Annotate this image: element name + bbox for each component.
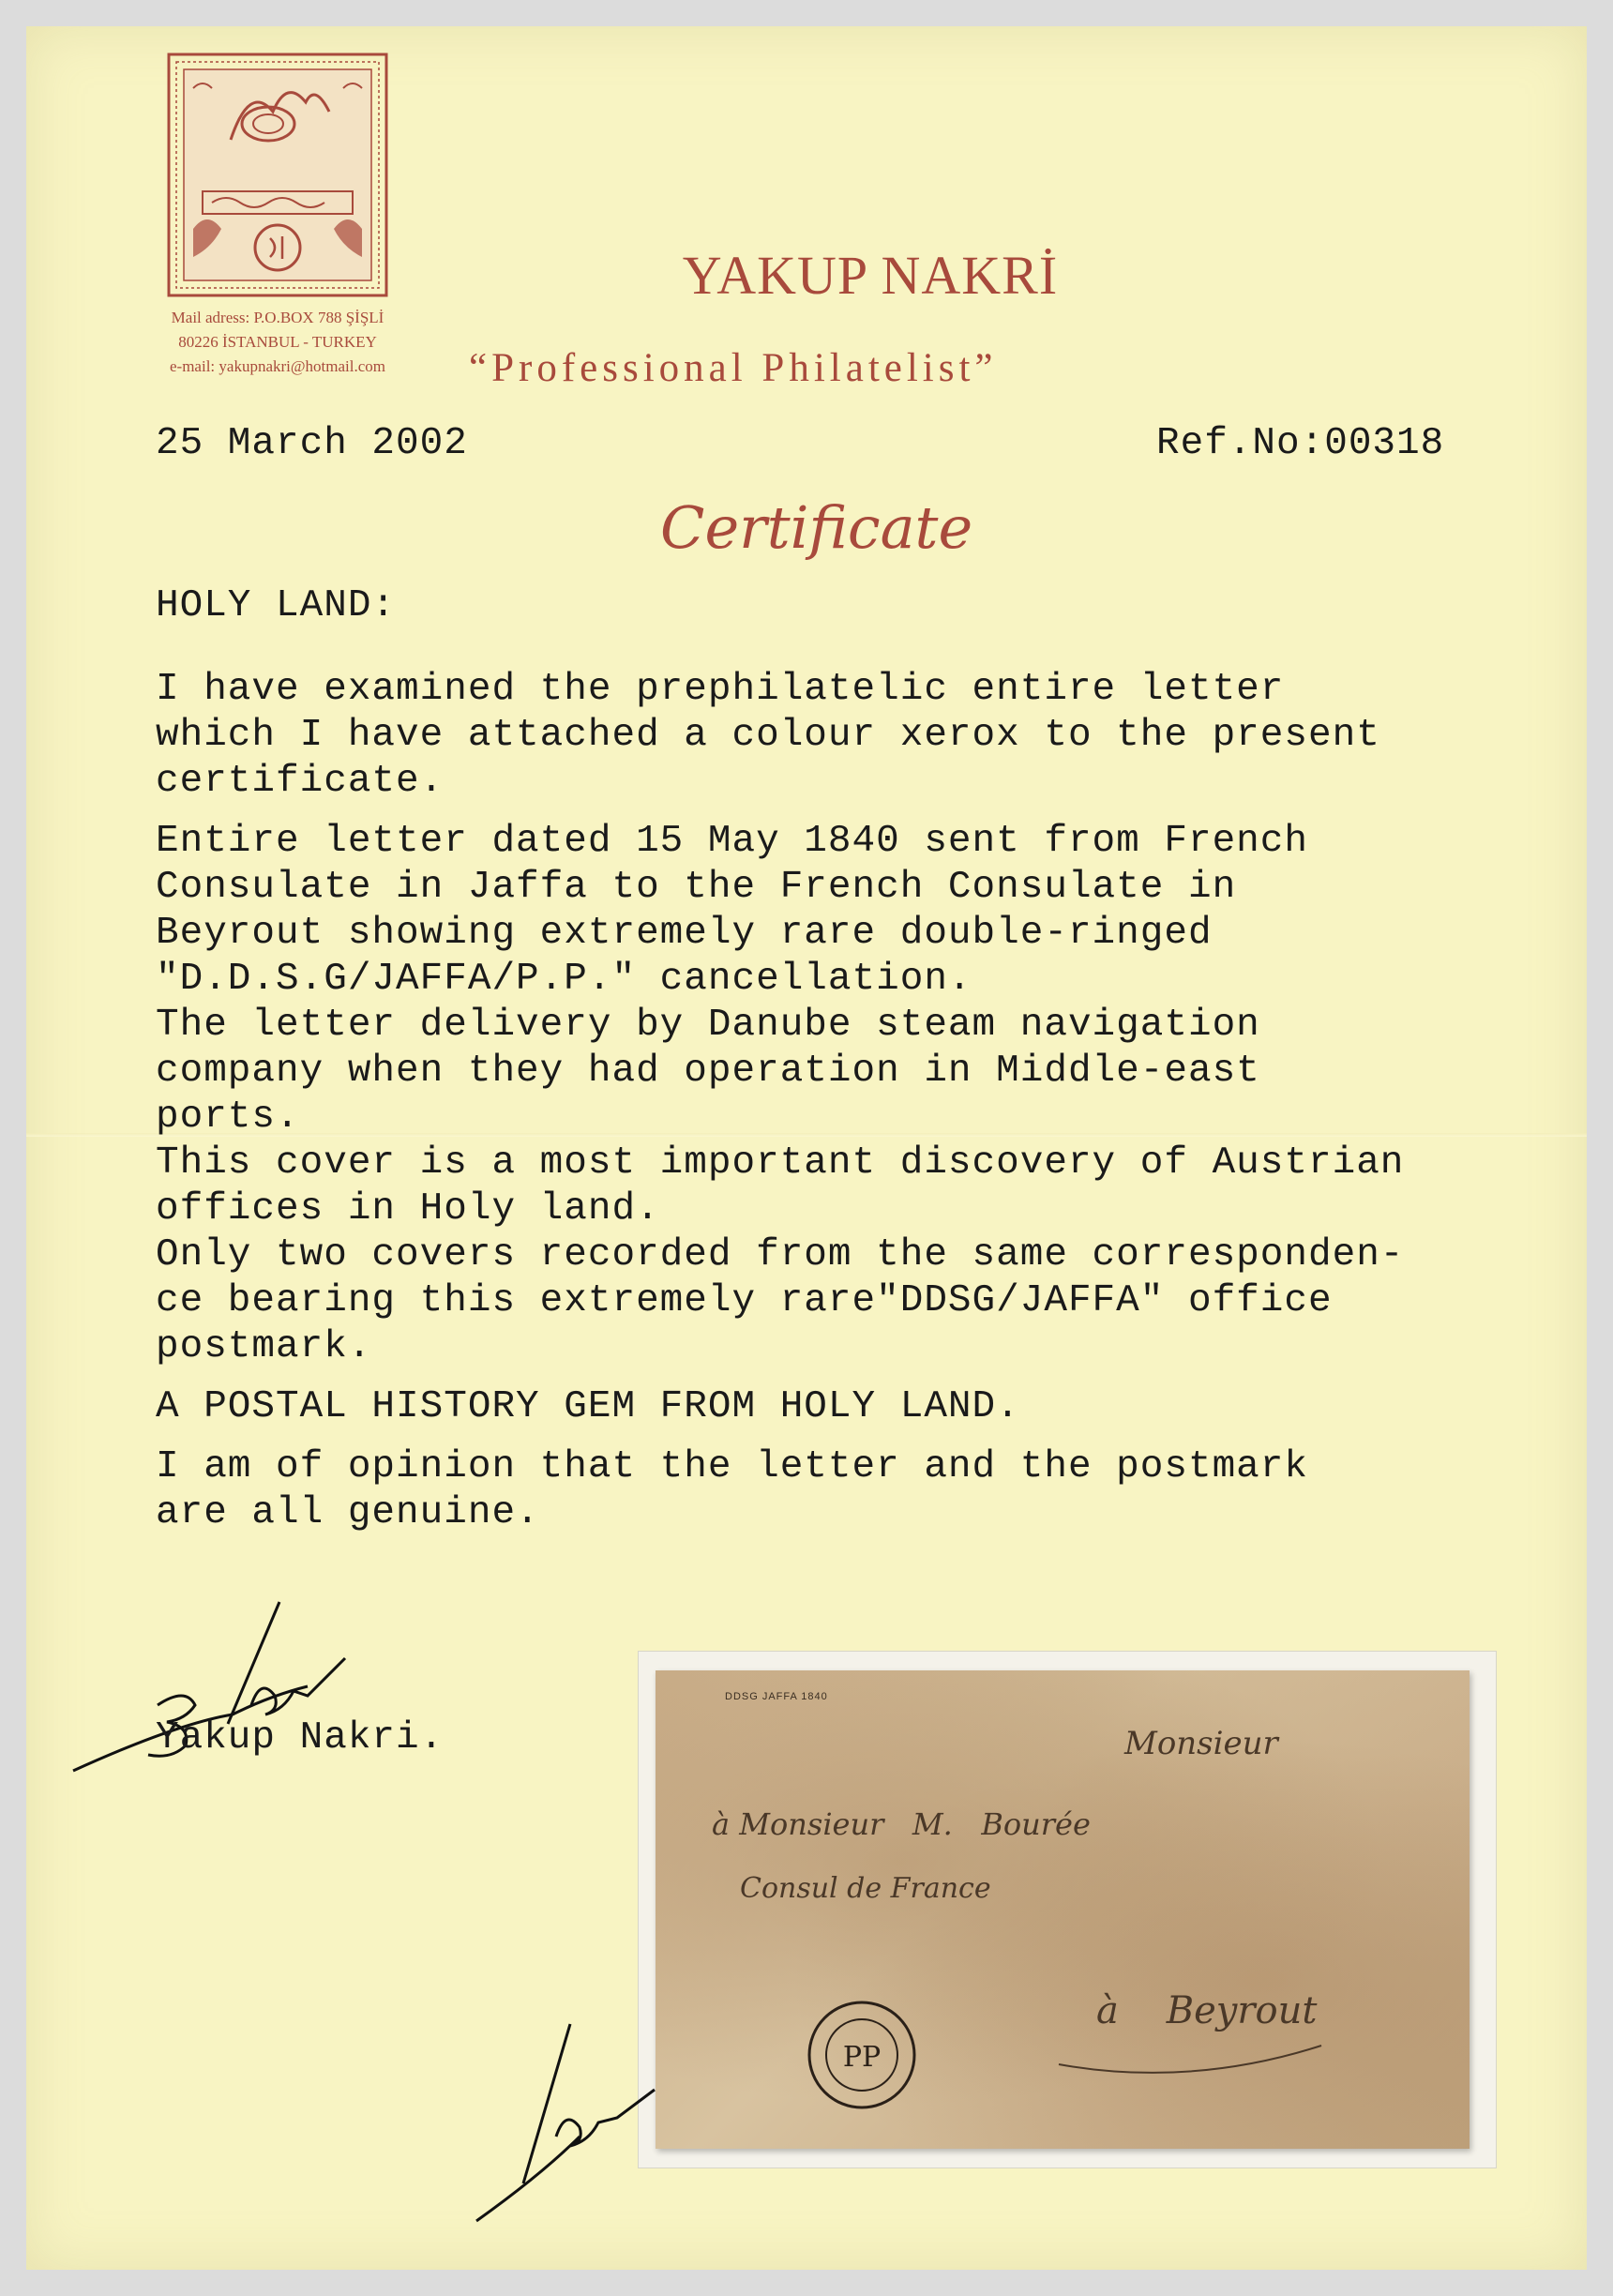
cover-photo bbox=[638, 1651, 1497, 2168]
signature-mark bbox=[64, 1583, 476, 1818]
body-line: I have examined the prephilatelic entire letter bbox=[156, 668, 1285, 711]
reference-number: Ref.No:00318 bbox=[1156, 422, 1445, 465]
script-address: Consul de France bbox=[740, 1872, 991, 1905]
body-line: postmark. bbox=[156, 1325, 372, 1368]
body-line: The letter delivery by Danube steam navigation bbox=[156, 1004, 1260, 1047]
signature-over-photo bbox=[467, 1968, 748, 2230]
contact-address bbox=[90, 306, 465, 379]
body-line: Entire letter dated 15 May 1840 sent from French bbox=[156, 820, 1308, 863]
contact-line-3: e-mail: yakupnakri@hotmail.com bbox=[170, 357, 385, 375]
certificate-title: Certificate bbox=[660, 493, 973, 562]
tughra-stamp-logo bbox=[165, 51, 390, 299]
body-line: I am of opinion that the letter and the postmark bbox=[156, 1445, 1308, 1488]
certificate-body bbox=[156, 667, 1581, 1536]
body-line: Beyrout showing extremely rare double-ringed bbox=[156, 912, 1213, 955]
body-line: ports. bbox=[156, 1095, 300, 1139]
flourish-icon bbox=[1049, 2008, 1331, 2083]
postmark-text: PP bbox=[842, 2041, 882, 2074]
body-line: Consulate in Jaffa to the French Consulate in bbox=[156, 866, 1237, 909]
body-line: offices in Holy land. bbox=[156, 1187, 660, 1231]
body-line: are all genuine. bbox=[156, 1491, 540, 1534]
contact-line-2: 80226 İSTANBUL - TURKEY bbox=[178, 333, 377, 351]
body-line: certificate. bbox=[156, 760, 445, 803]
body-line: ce bearing this extremely rare"DDSG/JAFFA" office bbox=[156, 1279, 1333, 1322]
script-address: à Monsieur M. Bourée bbox=[712, 1806, 1091, 1842]
body-line: Only two covers recorded from the same corresponden- bbox=[156, 1233, 1405, 1276]
body-line: "D.D.S.G/JAFFA/P.P." cancellation. bbox=[156, 958, 972, 1001]
script-address: à Beyrout bbox=[1096, 1989, 1318, 2032]
body-line: This cover is a most important discovery of Austrian bbox=[156, 1141, 1405, 1185]
signatory-name: Yakup Nakri. bbox=[156, 1716, 445, 1760]
tagline: “Professional Philatelist” bbox=[469, 346, 998, 390]
body-line: company when they had operation in Middle-east bbox=[156, 1050, 1260, 1093]
gem-line: A POSTAL HISTORY GEM FROM HOLY LAND. bbox=[156, 1385, 1020, 1428]
script-address: Monsieur bbox=[1124, 1725, 1278, 1762]
company-name: YAKUP NAKRİ bbox=[682, 245, 1059, 306]
body-line: which I have attached a colour xerox to the present bbox=[156, 714, 1380, 757]
ddsg-postmark-icon bbox=[796, 1989, 927, 2121]
certificate-date: 25 March 2002 bbox=[156, 422, 468, 465]
contact-line-1: Mail adress: P.O.BOX 788 ŞİŞLİ bbox=[171, 309, 384, 326]
certificate-page bbox=[26, 26, 1587, 2270]
pencil-note: DDSG JAFFA 1840 bbox=[725, 1691, 828, 1702]
entire-letter-image bbox=[656, 1670, 1470, 2149]
section-heading: HOLY LAND: bbox=[156, 584, 397, 627]
